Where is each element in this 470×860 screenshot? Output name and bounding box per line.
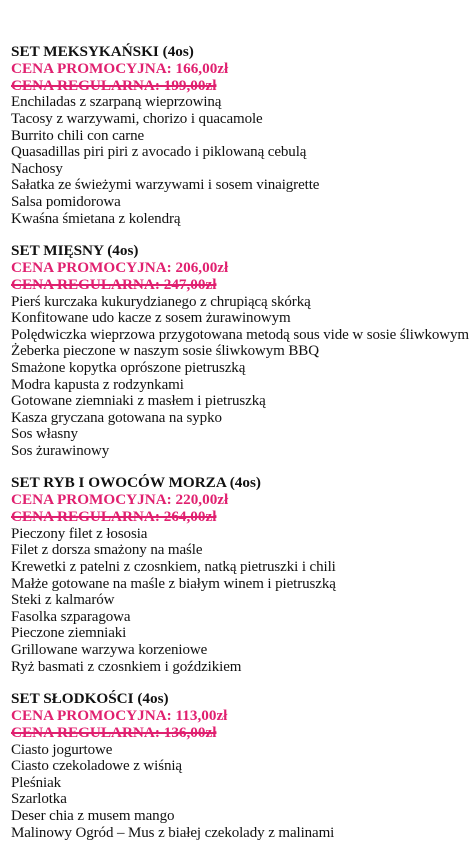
list-item: Burrito chili con carne bbox=[11, 127, 145, 144]
list-item: Salsa pomidorowa bbox=[11, 193, 121, 210]
set-items bbox=[11, 742, 462, 842]
regular-price: CENA REGULARNA: 136,00zł bbox=[11, 723, 217, 741]
promo-price: CENA PROMOCYJNA: 220,00zł bbox=[11, 491, 229, 509]
list-item: Nachosy bbox=[11, 160, 63, 177]
list-item: Pierś kurczaka kukurydzianego z chrupiącą skórką bbox=[11, 293, 311, 310]
set-desserts bbox=[11, 691, 462, 841]
list-item: Małże gotowane na maśle z białym winem i pietruszką bbox=[11, 575, 336, 592]
list-item: Filet z dorsza smażony na maśle bbox=[11, 542, 203, 559]
list-item: Enchiladas z szarpaną wieprzowiną bbox=[11, 94, 222, 111]
regular-price: CENA REGULARNA: 247,00zł bbox=[11, 275, 217, 293]
list-item: Ciasto czekoladowe z wiśnią bbox=[11, 758, 182, 775]
set-title: SET RYB I OWOCÓW MORZA (4os) bbox=[11, 474, 261, 492]
list-item: Kwaśna śmietana z kolendrą bbox=[11, 210, 181, 227]
list-item: Konfitowane udo kacze z sosem żurawinowym bbox=[11, 310, 291, 327]
list-item: Sałatka ze świeżymi warzywami i sosem vinaigrette bbox=[11, 177, 320, 194]
set-items bbox=[11, 293, 469, 460]
promo-price: CENA PROMOCYJNA: 206,00zł bbox=[11, 258, 229, 276]
list-item: Szarlotka bbox=[11, 791, 67, 808]
list-item: Modra kapusta z rodzynkami bbox=[11, 376, 184, 393]
list-item: Ryż basmati z czosnkiem i goździkiem bbox=[11, 658, 242, 675]
set-fish-seafood bbox=[11, 475, 462, 675]
list-item: Ciasto jogurtowe bbox=[11, 741, 113, 758]
list-item: Smażone kopytka oprószone pietruszką bbox=[11, 359, 246, 376]
list-item: Quasadillas piri piri z avocado i piklowaną cebulą bbox=[11, 144, 307, 161]
set-meat bbox=[11, 242, 469, 459]
list-item: Sos własny bbox=[11, 426, 78, 443]
promo-price: CENA PROMOCYJNA: 166,00zł bbox=[11, 59, 229, 77]
list-item: Gotowane ziemniaki z masłem i pietruszką bbox=[11, 393, 266, 410]
list-item: Krewetki z patelni z czosnkiem, natką pietruszki i chili bbox=[11, 559, 336, 576]
list-item: Sos żurawinowy bbox=[11, 442, 110, 459]
list-item: Kasza gryczana gotowana na sypko bbox=[11, 409, 222, 426]
set-title: SET MIĘSNY (4os) bbox=[11, 242, 139, 260]
list-item: Pleśniak bbox=[11, 774, 62, 791]
list-item: Grillowane warzywa korzeniowe bbox=[11, 642, 208, 659]
list-item: Żeberka pieczone w naszym sosie śliwkowym BBQ bbox=[11, 343, 319, 360]
regular-price: CENA REGULARNA: 199,00zł bbox=[11, 76, 217, 94]
set-items bbox=[11, 526, 462, 675]
list-item: Fasolka szparagowa bbox=[11, 608, 131, 625]
set-items bbox=[11, 94, 462, 227]
list-item: Deser chia z musem mango bbox=[11, 807, 175, 824]
set-title: SET SŁODKOŚCI (4os) bbox=[11, 690, 169, 708]
list-item: Pieczone ziemniaki bbox=[11, 625, 127, 642]
set-title: SET MEKSYKAŃSKI (4os) bbox=[11, 43, 194, 60]
list-item: Polędwiczka wieprzowa przygotowana metodą sous vide w sosie śliwkowym bbox=[11, 326, 469, 343]
list-item: Tacosy z warzywami, chorizo i quacamole bbox=[11, 110, 263, 127]
promo-price: CENA PROMOCYJNA: 113,00zł bbox=[11, 707, 228, 724]
list-item: Pieczony filet z łososia bbox=[11, 525, 148, 542]
list-item: Malinowy Ogród – Mus z białej czekolady z malinami bbox=[11, 824, 335, 841]
list-item: Steki z kalmarów bbox=[11, 592, 115, 609]
set-mexican bbox=[11, 44, 462, 227]
regular-price: CENA REGULARNA: 264,00zł bbox=[11, 508, 217, 526]
